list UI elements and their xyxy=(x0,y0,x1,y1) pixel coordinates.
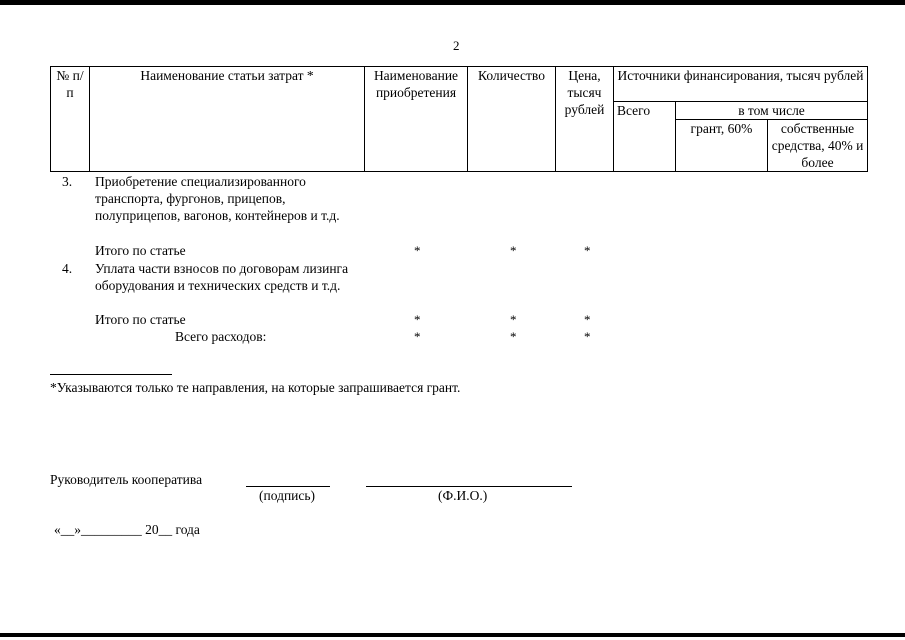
header-funding-sources: Источники финансирования, тысяч рублей xyxy=(614,67,868,102)
subtotal-label: Итого по статье xyxy=(95,243,186,258)
header-cost-item: Наименование статьи затрат * xyxy=(90,67,365,172)
cost-table-header xyxy=(50,66,868,172)
header-price: Цена, тысяч рублей xyxy=(556,67,614,172)
row-number: 3. xyxy=(62,174,73,189)
header-grant: грант, 60% xyxy=(676,120,768,172)
header-total: Всего xyxy=(614,102,676,172)
purchase-mark: * xyxy=(414,312,421,327)
name-caption: (Ф.И.О.) xyxy=(438,488,488,503)
header-own-funds: собственные средства, 40% и более xyxy=(768,120,868,172)
signature-caption: (подпись) xyxy=(259,488,316,503)
purchase-mark: * xyxy=(414,243,421,258)
footnote-separator xyxy=(50,374,172,375)
row-number: 4. xyxy=(62,261,73,276)
footnote: *Указываются только те направления, на которые запрашивается грант. xyxy=(50,380,461,395)
quantity-mark: * xyxy=(510,329,517,344)
subtotal-label: Итого по статье xyxy=(95,312,186,327)
page-number: 2 xyxy=(453,38,460,53)
quantity-mark: * xyxy=(510,243,517,258)
price-mark: * xyxy=(584,329,591,344)
name-line xyxy=(366,486,572,487)
grand-total-label: Всего расходов: xyxy=(175,329,267,344)
header-num: № п/п xyxy=(51,67,90,172)
row-cost-item: Приобретение специализированного транспорта, фургонов, прицепов, полуприцепов, вагонов, контейнеров и т.д. xyxy=(95,174,340,223)
header-including: в том числе xyxy=(676,102,868,120)
quantity-mark: * xyxy=(510,312,517,327)
top-border-rule xyxy=(0,0,905,5)
row-cost-item: Уплата части взносов по договорам лизинга оборудования и технических средств и т.д. xyxy=(95,261,349,293)
purchase-mark: * xyxy=(414,329,421,344)
price-mark: * xyxy=(584,312,591,327)
signature-line xyxy=(246,486,330,487)
price-mark: * xyxy=(584,243,591,258)
date-line: «__»_________ 20__ года xyxy=(54,522,200,537)
header-quantity: Количество xyxy=(468,67,556,172)
signature-label: Руководитель кооператива xyxy=(50,472,203,487)
bottom-border-rule xyxy=(0,633,905,637)
header-purchase-name: Наименование приобретения xyxy=(365,67,468,172)
